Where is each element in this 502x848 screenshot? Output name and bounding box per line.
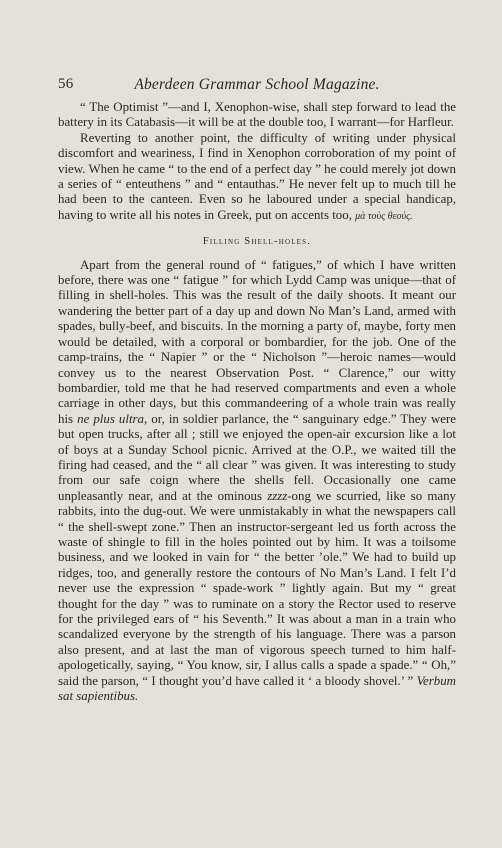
- paragraph-part-a: Apart from the general round of “ fatigues,” of which I have written before, there was one “ fatigue ” for which Lydd Camp was unique—that of filling in shell-holes. This was the result of the daily shoots. It meant our wandering the better part of a day up and down No Man’s Land, armed with spades, bully-beef, and biscuits. In the morning a party of, maybe, forty men would be detailed, with a corporal or bombardier, for the job. One of the camp-trains, the “ Napier ” or the “ Nicholson ”—heroic names—would convey us to the nearest Observation Post. “ Clarence,” our witty bombardier, told me that he had reserved compartments and even a whole carriage in other days, but this commandeering of a whole train was really his: [58, 257, 456, 426]
- paragraph-part-c: -ong we scurried, like so many rabbits, into the dug-out. We were unmistakably in what the newspapers call “ the shell-swept zone.” Then an instructor-sergeant led us forth across the waste of shingle to fill in the holes pointed out by him. It was a toilsome business, and we looked in vain for “ the better ’ole.” We had to build up ridges, too, and generally restore the contours of No Man’s Land. I felt I’d never use the expression “ spade-work ” lightly again. But my “ great thought for the day ” was to ruminate on a story the Rector used to reserve for the privileged ears of “ his Seventh.” It was about a man in a train who scandalized everyone by the strength of his language. There was a parson also present, and at last the man of vigorous speech turned to him half-apologetically, saying, “ You know, sir, I allus calls a spade a spade.” “ Oh,” said the parson, “ I thought you’d have called it ‘ a bloody shovel.’ ”: [58, 488, 456, 688]
- paragraph-reverting-text: Reverting to another point, the difficulty of writing under physical discomfort and weariness, I find in Xenophon corroboration of my point of view. When he came “ to the end of a perfect day ” he could merely jot down a series of “ enteuthens ” and “ entauthas.” He never felt up to much till he had been to the canteen. Even so he laboured under a special handicap, having to write all his notes in Greek, put on accents too,: [58, 130, 456, 222]
- section-heading: Filling Shell-holes.: [202, 236, 312, 248]
- paragraph-optimist: “ The Optimist ”—and I, Xenophon-wise, shall step forward to lead the battery in its Catabasis—it will be at the double too, I warrant—for Harfleur.: [58, 100, 456, 130]
- latin-phrase-ne-plus-ultra: ne plus ultra: [77, 411, 144, 426]
- paragraph-reverting: [58, 131, 456, 224]
- latin-phrase-verbum: Verbum sat sapientibus.: [58, 673, 456, 704]
- page-header: [58, 76, 456, 96]
- greek-phrase: μὰ τοὺς θεούς.: [355, 210, 413, 222]
- article-body: [58, 100, 456, 704]
- onomatopoeia-zzzz: zzzz: [267, 488, 288, 503]
- paragraph-filling-shell-holes: [58, 258, 456, 705]
- running-head: Aberdeen Grammar School Magazine.: [134, 76, 380, 93]
- paragraph-part-b: , or, in soldier parlance, the “ sanguinary edge.” They were but open trucks, after all ; still we enjoyed the open-air excursion like a lot of boys at a Sunday School picnic. Arrived at the O.P., we waited till the firing had ceased, and the “ all clear ” was given. It was interesting to study from our safe coign where the shells fell. Occasionally one came unpleasantly near, and at the ominous: [58, 411, 456, 503]
- page-number: 56: [58, 76, 74, 92]
